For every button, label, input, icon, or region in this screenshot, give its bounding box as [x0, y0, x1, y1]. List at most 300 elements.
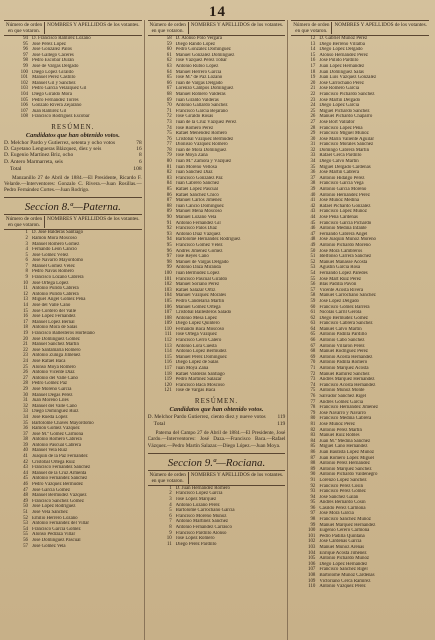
- voter-name: Manuel Pérez Castillo: [32, 75, 76, 81]
- voter-name: Antonio Lozano Pérez: [175, 502, 220, 508]
- voter-order-number: 104: [164, 293, 172, 299]
- voter-name: Antonio Villaron Pérez: [319, 343, 365, 349]
- voter-order-number: 121: [164, 388, 172, 394]
- candidate-name: D. Melchor Pardo Gutierrez, ciento diez y nueve votos: [147, 414, 266, 420]
- summary-heading: RESÚMEN.: [51, 122, 95, 131]
- column-header: [291, 20, 429, 36]
- voter-order-number: 56: [23, 537, 28, 543]
- voter-name: Diego López de Salas: [175, 360, 219, 366]
- header-voter-names: NOMBRES Y APELLIDOS de los votantes.: [47, 216, 140, 223]
- voter-order-number: 57: [310, 287, 316, 293]
- voter-name: José Santamaría Romero: [32, 347, 81, 353]
- voter-name: Diego López Hernández: [319, 561, 368, 567]
- voter-name: Antonio Daza Miranda: [175, 265, 221, 271]
- voter-name: Pedro Navas Romero: [32, 269, 74, 275]
- voter-order-number: 93: [166, 231, 172, 237]
- voter-order-number: 10: [23, 280, 28, 286]
- voter-order-number: 15: [310, 52, 316, 58]
- candidate-name: D. Antero Marmarreta, seis: [4, 158, 63, 165]
- voter-order-number: 41: [23, 454, 28, 460]
- voter-name: Francisco Fernández Sánchez: [32, 465, 91, 471]
- voter-name: Manuel Soriano Pérez: [175, 282, 220, 288]
- voter-order-number: 39: [23, 442, 28, 448]
- voter-order-number: 55: [310, 276, 316, 282]
- voter-name: Manuel Romero Gómez: [32, 241, 80, 247]
- voter-name: José Peña Cárdenas: [319, 215, 358, 220]
- voter-order-number: 86: [310, 449, 316, 455]
- header-order-number: Número de orden en que votaron.: [148, 472, 189, 484]
- voter-order-number: 18: [23, 325, 28, 331]
- voter-name: Antonio Fernández Gil: [175, 220, 221, 226]
- voter-name: Antonio Pulido Cabrera: [32, 291, 79, 297]
- total-value: 108: [133, 165, 142, 172]
- voter-order-number: 36: [310, 170, 316, 176]
- voter-order-number: 40: [310, 192, 316, 198]
- voter-order-number: 23: [310, 97, 316, 103]
- voter-name: Antonio Fernández Carrasco: [175, 524, 232, 530]
- voter-name: Vicente Acosta Rivera: [319, 287, 364, 293]
- voter-name: Rafael Salazar Ortiz: [175, 287, 216, 293]
- voter-order-number: 94: [23, 36, 28, 41]
- voter-name: José Cárdenas Garcia: [319, 539, 362, 545]
- voter-order-number: 38: [23, 437, 28, 443]
- voter-order-number: 67: [166, 86, 172, 92]
- voter-order-number: 79: [310, 410, 316, 416]
- voter-order-number: 112: [164, 338, 172, 344]
- voter-name: Francisco Garcia Vega: [319, 181, 364, 187]
- voter-name: Pedro Candelaria Martín: [175, 298, 225, 304]
- candidate-name: D. Cayetano Lengueras Blázquez, diez y seis: [4, 146, 102, 153]
- voter-order-number: 76: [310, 394, 316, 399]
- voter-name: Victoriano Cerca Ramírez: [319, 578, 371, 584]
- voter-order-number: 3: [25, 241, 28, 247]
- header-voter-names: NOMBRES Y APELLIDOS de los votantes.: [190, 471, 284, 478]
- voter-order-number: 54: [310, 270, 316, 276]
- voter-order-number: 98: [310, 517, 316, 523]
- voter-name: Andrés Bernardo Cosin: [319, 500, 366, 506]
- header-order-number: Número de orden en que votaron.: [148, 22, 189, 34]
- voter-name: Manuel Manasse Acosta: [319, 259, 368, 265]
- voter-order-number: 106: [164, 304, 172, 310]
- voter-order-number: 106: [20, 103, 28, 109]
- voter-order-number: 37: [310, 175, 316, 181]
- voter-name: José Gómez Vélez: [32, 252, 69, 258]
- voter-name: Fernando López Paredes: [319, 270, 368, 276]
- voter-name: Emilio Herrero Lozano: [32, 515, 78, 521]
- voter-order-number: 95: [166, 242, 172, 248]
- voter-order-number: 92: [310, 483, 316, 489]
- voter-order-number: 104: [20, 91, 28, 97]
- voter-name: Idelfonso Carrera Sánchez: [319, 254, 372, 260]
- voter-order-number: 31: [23, 398, 28, 404]
- voter-name: Manuel Pichardo Chaparro: [319, 114, 373, 120]
- voter-order-number: 101: [20, 75, 28, 81]
- voter-order-number: 100: [20, 69, 28, 75]
- voter-name: José Navarro y Navarro: [319, 410, 366, 416]
- voter-name: José Martín Cabrera: [319, 170, 359, 176]
- voter-order-number: 110: [164, 326, 172, 332]
- voter-name: Antonio Márquez Acosta: [319, 366, 369, 372]
- voter-order-number: 40: [23, 448, 28, 454]
- voter-name: D. José Balderas Santiago: [32, 230, 84, 236]
- voter-order-number: 98: [166, 259, 172, 265]
- voter-order-number: 61: [310, 310, 316, 316]
- voter-order-number: 1: [169, 485, 172, 491]
- voter-name: Manuel Mena Moscoso: [175, 209, 222, 215]
- voter-name: Antonio Diaz Vázquez: [175, 231, 221, 237]
- voter-order-number: 75: [310, 388, 316, 394]
- voter-name: José Muñoz Medina: [319, 198, 360, 204]
- voter-name: José Vela Sánchez: [32, 510, 68, 516]
- voter-name: Juan Moreno Vellosa: [175, 164, 217, 170]
- voter-name: Francisco Pérez Cosín: [319, 483, 364, 489]
- voter-order-number: 38: [310, 181, 316, 187]
- voter-name: Diego López Delgado: [319, 47, 363, 53]
- voter-name: Manuel Degas Pérez: [32, 392, 73, 398]
- summary-heading: RESÚMEN.: [194, 397, 239, 405]
- voter-name: Francisco Sánchez Rigel: [319, 567, 368, 573]
- voter-order-number: 81: [166, 164, 172, 170]
- voter-order-number: 51: [23, 510, 28, 516]
- voter-list: [148, 486, 286, 548]
- voter-order-number: 95: [310, 500, 316, 506]
- voter-order-number: 103: [308, 545, 316, 551]
- voter-name: Rafael Pichardo González: [319, 203, 371, 209]
- column-3: [291, 20, 431, 640]
- voter-order-number: 105: [308, 556, 316, 562]
- voter-name: Antonio Pérez Hernández: [319, 461, 370, 467]
- voter-order-number: 5: [25, 252, 28, 258]
- voter-name: José Pulido Pardillo: [319, 58, 359, 64]
- voter-order-number: 63: [166, 63, 172, 69]
- voter-name: José Sánchez Galán: [319, 494, 359, 500]
- voter-order-number: 88: [310, 461, 316, 467]
- voter-order-number: 96: [23, 47, 28, 53]
- voter-name: Antonio Gallardo Sánchez: [175, 103, 228, 109]
- voter-name: José Romero Garcia: [319, 86, 359, 92]
- voter-order-number: 75: [166, 131, 172, 137]
- voter-order-number: 102: [164, 282, 172, 288]
- voter-name: Manuel Herrero García: [175, 69, 222, 75]
- voter-name: José López Márquez: [175, 497, 217, 502]
- voter-order-number: 46: [310, 226, 316, 232]
- voter-order-number: 68: [166, 91, 172, 97]
- voter-order-number: 48: [310, 237, 316, 243]
- voter-order-number: 5: [169, 508, 172, 514]
- voter-order-number: 11: [166, 541, 172, 547]
- voter-name: Juan López Hernández: [319, 63, 365, 69]
- voter-name: Antonio Garcia Moreno: [319, 187, 367, 193]
- voter-order-number: 7: [25, 263, 28, 269]
- voter-name: Bartolomé Chaves Mayordomo: [32, 420, 94, 426]
- voter-order-number: 30: [23, 392, 28, 398]
- voter-order-number: 14: [310, 47, 316, 53]
- voter-name: Francisco Medina Cabrera: [319, 416, 372, 422]
- voter-name: Manuel de Vargas Delgado: [175, 259, 229, 265]
- voter-name: Francisco Pascual Giraldo: [175, 276, 228, 282]
- voter-name: Juan Giraldo Valderas: [175, 97, 219, 103]
- total-line: [4, 165, 142, 173]
- voter-order-number: 89: [310, 466, 316, 472]
- voter-name: Manuel Lozano Vela: [175, 215, 217, 220]
- voter-name: José Muñoz Pérez: [319, 421, 355, 427]
- voter-name: Antonio Pulido Cabrera: [32, 286, 79, 292]
- voter-name: Francisco García Gómez: [32, 526, 81, 532]
- voter-name: Joaquín de la Paz Fernández: [32, 454, 88, 460]
- voter-name: José González Palos: [32, 47, 72, 53]
- voter-name: Francisco Acosta Hernández: [319, 382, 376, 388]
- voter-order-number: 95: [23, 41, 28, 47]
- voter-order-number: 66: [166, 80, 172, 86]
- voter-order-number: 13: [310, 41, 316, 47]
- voter-name: Francisco Sánchez Muñoz: [319, 517, 371, 523]
- voter-name: Manuel Gómez Vélez: [32, 263, 75, 269]
- voter-name: José Mart Ruiz Pérez: [319, 276, 362, 282]
- voter-order-number: 97: [310, 511, 316, 517]
- total-label: Total: [153, 421, 166, 428]
- voter-order-number: 49: [310, 242, 316, 248]
- voter-name: Juan M.ª Zamora y Vázquez: [175, 159, 232, 165]
- voter-order-number: 35: [310, 164, 316, 170]
- voter-order-number: 57: [23, 543, 28, 549]
- voter-name: Alonso Moya Romero: [32, 364, 76, 370]
- voter-list: [148, 36, 286, 394]
- voter-order-number: 118: [164, 371, 172, 377]
- voter-order-number: 53: [310, 265, 316, 271]
- voter-name: José Martín Delgado: [319, 97, 361, 103]
- voter-name: Francisco López Muñoz: [319, 209, 367, 215]
- voter-name: Antonio Hernández Pérez: [319, 192, 370, 198]
- voter-order-number: 90: [166, 215, 172, 220]
- voter-name: José Mora Cambreros: [319, 248, 363, 254]
- candidate-votes: 16: [136, 146, 142, 153]
- candidate-name: D. Eugenio Martínez Briz, ocho: [4, 152, 74, 159]
- voter-order-number: 14: [23, 303, 28, 309]
- voter-name: Diego Giraldo Mora: [32, 91, 72, 97]
- voter-order-number: 54: [23, 526, 28, 532]
- voter-name: Antonio López Bermúdez: [175, 349, 227, 355]
- voter-order-number: 45: [23, 476, 28, 482]
- voter-name: Juan de Mora Domínguez: [175, 147, 227, 153]
- voter-name: Juan Luis Vázquez González: [319, 75, 377, 81]
- column-header: [148, 470, 286, 486]
- voter-name: Francisco Pérez Gómez: [319, 489, 366, 495]
- voter-order-number: 11: [23, 286, 28, 292]
- voter-row: [4, 544, 142, 550]
- voter-name: Manuel Sánchez Martín: [32, 342, 79, 348]
- voter-name: Cristóbal Ballesteros Salado: [175, 310, 232, 316]
- voter-name: Antonio Vázquez Pérez: [319, 584, 366, 590]
- voter-name: Juan Ramírez Gil: [32, 108, 67, 114]
- voter-name: Pedro Padilla Quintana: [319, 533, 365, 539]
- candidate-name: D. Melchor Pardo y Gutierrez, setenta y ocho votos: [4, 139, 116, 146]
- voter-order-number: 73: [310, 377, 316, 383]
- voter-name: Antonio Hidalgo Pérez: [319, 175, 365, 181]
- voter-name: Diego López Garcia: [319, 103, 359, 109]
- voter-order-number: 67: [310, 343, 316, 349]
- voter-order-number: 113: [164, 343, 172, 349]
- voter-name: D. Gabriel Muñoz Pérez: [319, 36, 368, 41]
- voter-name: Andrés Jiménez Gómez: [175, 248, 223, 254]
- voter-order-number: 34: [23, 414, 28, 420]
- voter-name: Bartolomé Carrochano García: [175, 508, 235, 514]
- voter-name: Antonio Martínez Sánchez: [175, 519, 229, 525]
- voter-name: Francisco Sánchez Gómez: [32, 498, 84, 504]
- voter-name: Fernando Cabrera Angel: [319, 231, 368, 237]
- voter-name: D. Juan Hernández Romero: [175, 485, 230, 491]
- voter-name: D. Alonso Polo Vergara: [175, 36, 222, 41]
- voter-name: José Domínguez Gómez: [32, 336, 80, 342]
- voter-order-number: 91: [310, 477, 316, 483]
- voter-name: Manuel Bermúdez Vázquez: [32, 493, 87, 499]
- voter-name: Miguel Ángel Gómez Peña: [32, 297, 86, 303]
- voter-order-number: 109: [308, 578, 316, 584]
- voter-name: Juan de la Cruz Vázquez Pérez: [175, 119, 237, 125]
- voter-name: Antonio del Valle Cano: [32, 375, 78, 381]
- voter-order-number: 115: [164, 354, 172, 360]
- voter-order-number: 33: [310, 153, 316, 159]
- voter-name: Eugenio Cerero Carmona: [319, 528, 370, 534]
- voter-name: Dionisio Vázquez Romero: [175, 142, 228, 148]
- voter-name: Blas Padilla Pavón: [319, 282, 357, 288]
- voter-order-number: 19: [310, 75, 316, 81]
- voter-order-number: 43: [23, 465, 28, 471]
- voter-order-number: 116: [164, 360, 172, 366]
- voter-order-number: 64: [166, 69, 172, 75]
- voter-name: José López Delgado: [319, 298, 359, 304]
- voter-name: Antonio Fernández del Villar: [32, 521, 90, 527]
- voter-order-number: 15: [23, 308, 28, 314]
- voter-order-number: 27: [310, 119, 316, 125]
- voter-name: Lorenzo López Sánchez: [319, 477, 367, 483]
- voter-order-number: 83: [310, 433, 316, 439]
- voter-name: Juan Cabrero Sánchez: [175, 181, 220, 187]
- voter-name: Antonio Acosta Hernández: [319, 354, 373, 360]
- voter-order-number: 94: [310, 494, 316, 500]
- voter-name: Enrique Acosta Jiménez: [319, 550, 367, 556]
- header-order-number: Número de orden en que votaron.: [4, 216, 45, 228]
- voter-name: Ramón Gómez Vázquez: [32, 426, 80, 432]
- voter-name: Francisco Pardillo Alonso: [175, 530, 227, 536]
- voter-name: Rafael López Pascual: [175, 187, 219, 193]
- voter-name: Juan Sánchez Diaz: [175, 170, 213, 176]
- voter-name: Juan Moreno Liles: [32, 398, 69, 404]
- voter-name: José Romero Pérez: [175, 125, 214, 131]
- candidate-tally: [4, 140, 142, 165]
- voter-order-number: 80: [166, 159, 172, 165]
- voter-name: José López Romero: [175, 536, 215, 542]
- voter-order-number: 3: [169, 497, 172, 502]
- voter-name: Antonio Muñoz Monte: [319, 388, 365, 394]
- voter-order-number: 87: [166, 198, 172, 204]
- voter-order-number: 77: [310, 399, 316, 405]
- voter-name: Francisco Moreno Muñoz: [175, 513, 227, 519]
- voter-order-number: 44: [310, 215, 316, 220]
- voter-name: Antonio Padilla Pardillo: [319, 332, 367, 338]
- header-order-number: Número de orden en que votaron.: [291, 22, 332, 34]
- voter-name: Antonio Lora Cuesta: [175, 343, 217, 349]
- voter-order-number: 33: [23, 409, 28, 415]
- voter-name: Francisco Pichardo Sánchez: [319, 91, 375, 97]
- voter-name: Francisco Palos Diaz: [175, 226, 217, 232]
- voter-order-number: 93: [310, 489, 316, 495]
- voter-order-number: 119: [164, 377, 172, 383]
- voter-name: Rafael Cerca Pardillo: [319, 153, 362, 159]
- candidate-votes: 78: [136, 139, 142, 146]
- voter-order-number: 60: [310, 304, 316, 310]
- voter-order-number: 82: [310, 427, 316, 433]
- voter-order-number: 108: [20, 114, 28, 120]
- voter-name: D. Francisco Ramírez Lozano: [32, 36, 91, 41]
- voter-name: José Ortega Vázquez: [175, 332, 217, 338]
- voter-name: Manuel López Bernal: [32, 319, 75, 325]
- voter-name: Manuel del Valle Cano: [32, 403, 77, 409]
- voter-order-number: 90: [310, 472, 316, 478]
- voter-order-number: 100: [308, 528, 316, 534]
- voter-name: Francisco Ballesteros Hortelano: [32, 331, 95, 337]
- voter-order-number: 103: [164, 287, 172, 293]
- voter-order-number: 100: [164, 270, 172, 276]
- section-title: Seccion 9.ª—Rociana.: [148, 453, 286, 470]
- voter-order-number: 101: [308, 533, 316, 539]
- voter-name: Antonio Mora de Salas: [32, 325, 78, 331]
- voter-order-number: 51: [310, 254, 316, 260]
- voter-name: Manuel Muñoz Arenas: [319, 545, 365, 551]
- voter-name: Manuel Pérez Domínguez: [175, 354, 227, 360]
- voter-name: Manuel Vázquez Morales: [175, 293, 227, 299]
- voter-order-number: 96: [310, 505, 316, 511]
- voter-name: Francisco Lozano Cabrera: [32, 275, 84, 281]
- voter-order-number: 19: [23, 331, 28, 337]
- voter-order-number: 12: [310, 36, 316, 41]
- voter-name: Antonio Romero Cabrera: [32, 437, 82, 443]
- voter-order-number: 55: [23, 532, 28, 538]
- column-header: [148, 20, 286, 36]
- voter-name: Manuel Rodríguez Pérez: [319, 349, 368, 355]
- voter-name: José Pérez López: [32, 41, 66, 47]
- voter-order-number: 102: [308, 539, 316, 545]
- voter-name: Francisco Gómez Barrera: [319, 304, 370, 310]
- voter-order-number: 47: [310, 231, 316, 237]
- voter-order-number: 81: [310, 421, 316, 427]
- voter-order-number: 120: [164, 382, 172, 388]
- voter-order-number: 76: [166, 136, 172, 142]
- voter-order-number: 34: [310, 159, 316, 165]
- voter-order-number: 53: [23, 521, 28, 527]
- voter-name: Antonio Padilla Romero: [319, 360, 368, 366]
- voter-order-number: 21: [23, 342, 28, 348]
- voter-row: [148, 542, 286, 548]
- voter-order-number: 24: [310, 103, 316, 109]
- voter-name: José Navarro Mayordomo: [32, 258, 84, 264]
- voter-order-number: 28: [310, 125, 316, 131]
- voter-name: Andrés Gómez Garcia: [319, 399, 364, 405]
- voter-order-number: 22: [23, 347, 28, 353]
- voter-order-number: 107: [164, 310, 172, 316]
- voter-name: Miguel Pichardo Sánchez: [319, 108, 370, 114]
- voter-order-number: 46: [23, 482, 28, 488]
- voter-order-number: 13: [23, 297, 28, 303]
- voter-order-number: 42: [310, 203, 316, 209]
- voter-name: Antonio Mesa López: [175, 315, 217, 321]
- voter-name: José de Vargas Baca: [175, 388, 216, 394]
- voter-name: Pedro Gómez Paz: [32, 381, 68, 387]
- voter-name: Francisco Baca Moscoso: [175, 382, 225, 388]
- voter-order-number: 78: [310, 405, 316, 411]
- voter-name: Alonso Pedraza Villar: [32, 532, 76, 538]
- voter-name: Juan Moya Zana: [175, 366, 209, 372]
- voter-order-number: 29: [23, 386, 28, 392]
